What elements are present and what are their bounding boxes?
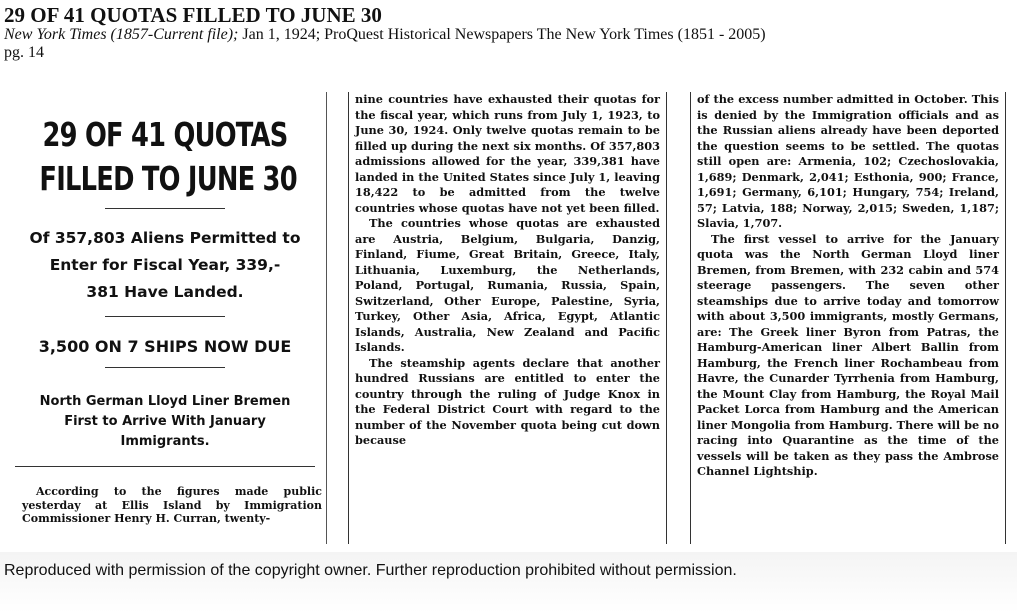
divider xyxy=(15,466,315,467)
deck-subhead-2: 3,500 ON 7 SHIPS NOW DUE xyxy=(38,337,292,356)
citation-header xyxy=(4,4,1004,62)
divider xyxy=(105,367,225,368)
deck1-line-1: Of 357,803 Aliens Permitted to xyxy=(29,229,301,247)
article-paragraph: of the excess number admitted in October. This is denied by the Immigration officials and as the Russian aliens already have been deported the question seems to be settled. The quotas still open are: Armenia, 102; Czechoslovakia, 1,689; Denmark, 2,041; Esthonia, 900; France, 1,691; Germany, 6,101; Hungary, 754; Ireland, 57; Latvia, 188; Norway, 2,015; Sweden, 1,187; Slavia, 1,707. xyxy=(697,92,999,230)
deck3-line-3: Immigrants. xyxy=(120,434,210,449)
page-number: pg. 14 xyxy=(4,44,44,61)
article-paragraph: According to the figures made public yesterday at Ellis Island by Immigration Commissioner Henry H. Curran, twenty- xyxy=(22,485,322,525)
main-headline-line-2: FILLED TO JUNE 30 xyxy=(39,159,297,198)
article-paragraph: The steamship agents declare that another hundred Russians are entitled to enter the country through the ruling of Judge Knox in the Federal District Court with regard to the number of the November quota being cut down because xyxy=(355,355,660,447)
article-paragraph: nine countries have exhausted their quotas for the fiscal year, which runs from July 1, 1923, to June 30, 1924. Only twelve quotas remain to be filled up during the next six months. Of 357,803 admissions allowed for the year, 339,381 have landed in the United States since July 1, leaving 18,422 to be admitted from the twelve countries whose quotas have not yet been filled. xyxy=(355,92,660,215)
main-headline-line-1: 29 OF 41 QUOTAS xyxy=(42,115,288,154)
deck1-line-2: Enter for Fiscal Year, 339,- xyxy=(49,256,281,274)
article-paragraph: The countries whose quotas are exhausted are Austria, Belgium, Bulgaria, Danzig, Finland, Fiume, Great Britain, Greece, Italy, Lithuania, Luxemburg, the Netherlands, Poland, Portugal, Rumania, Russia, Spain, Switzerland, Other Europe, Palestine, Syria, Turkey, Other Asia, Africa, Egypt, Atlantic Islands, Australia, New Zealand and Pacific Islands. xyxy=(355,216,660,354)
article-paragraph: The first vessel to arrive for the January quota was the North German Lloyd liner Bremen, from Bremen, with 232 cabin and 574 steerage passengers. The seven other steamships due to arrive today and tomorrow with about 3,500 immigrants, mostly Germans, are: The Greek liner Byron from Patras, the Hamburg-American liner Albert Ballin from Hamburg, the French liner Rochambeau from Havre, the Cunarder Tyrrhenia from Hamburg, the Mount Clay from Hamburg, the Royal Mail Packet Lorca from Hamburg and the American liner Mongolia from Hamburg. There will be no racing into Quarantine as the time of the vessels will be taken as they pass the Ambrose Channel Lightship. xyxy=(697,231,999,478)
divider xyxy=(105,316,225,317)
deck1-line-3: 381 Have Landed. xyxy=(86,283,244,301)
deck-subhead-1 xyxy=(4,225,326,306)
deck3-line-2: First to Arrive With January xyxy=(64,414,266,429)
newspaper-clipping xyxy=(0,82,1017,552)
copyright-notice: Reproduced with permission of the copyright owner. Further reproduction prohibited without permission. xyxy=(4,562,737,579)
deck-subhead-3 xyxy=(4,392,326,452)
page-headline: 29 OF 41 QUOTAS FILLED TO JUNE 30 xyxy=(4,3,382,27)
divider xyxy=(105,208,225,209)
journal-name: New York Times (1857-Current file); xyxy=(4,26,239,43)
citation-line xyxy=(4,26,1004,44)
citation-details: Jan 1, 1924; ProQuest Historical Newspapers The New York Times (1851 - 2005) xyxy=(238,26,766,43)
article-column-1 xyxy=(4,92,327,544)
deck3-line-1: North German Lloyd Liner Bremen xyxy=(39,394,291,409)
article-column-3 xyxy=(690,92,1006,544)
article-column-2 xyxy=(348,92,667,544)
